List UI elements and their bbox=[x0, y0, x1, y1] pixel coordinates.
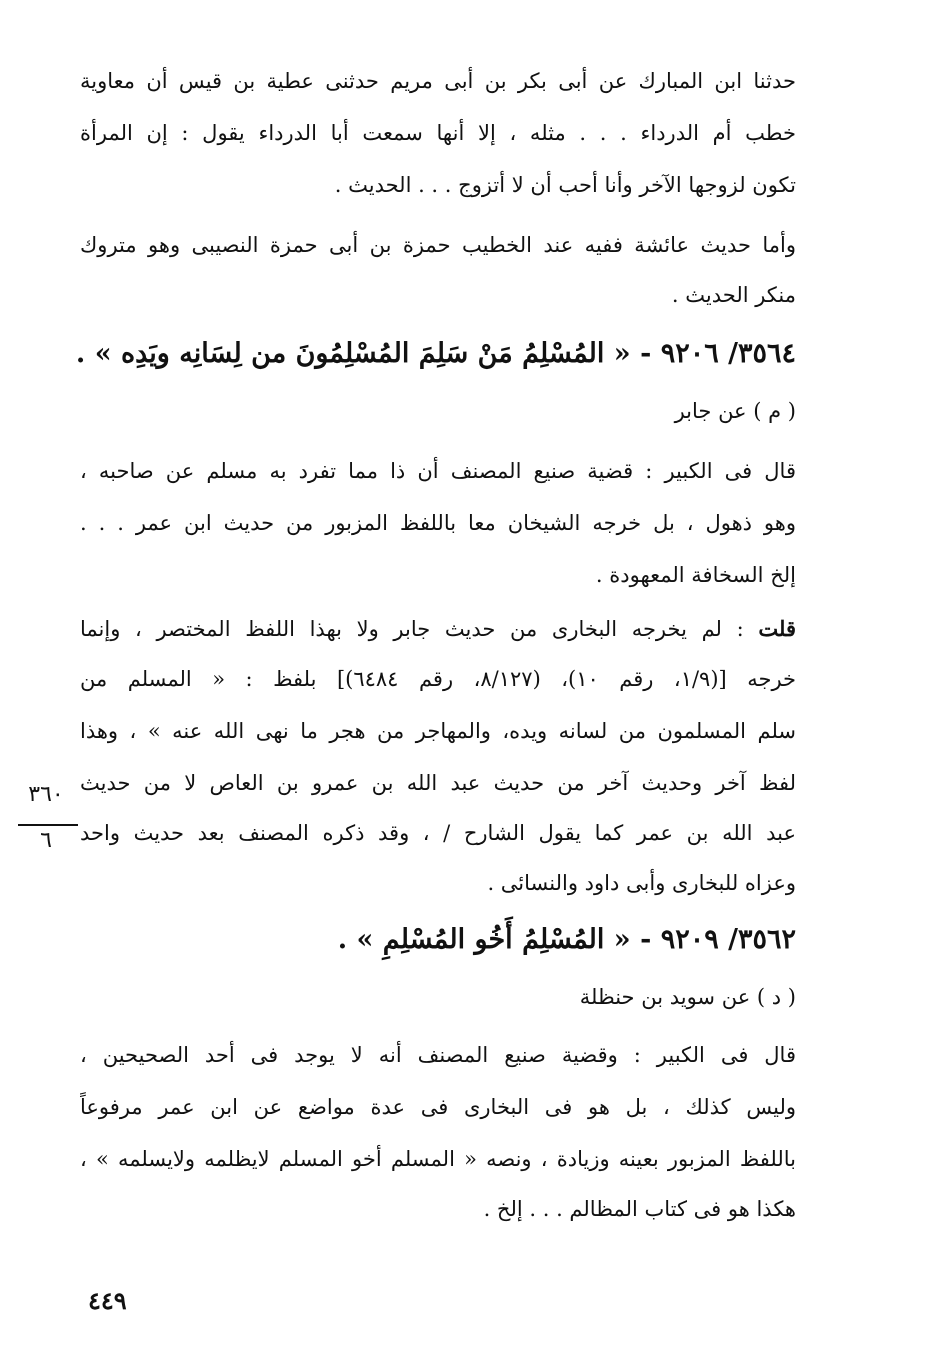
hadith-source: ( د ) عن سويد بن حنظلة bbox=[579, 985, 796, 1009]
text-line: إلخ السخافة المعهودة . bbox=[595, 563, 796, 587]
text-line: باللفظ المزبور بعينه وزيادة ، ونصه « المسلم أخو المسلم لايظلمه ولايسلمه » ، bbox=[80, 1147, 796, 1171]
text-line: قال فى الكبير : قضية صنيع المصنف أن ذا مما تفرد به مسلم عن صاحبه ، bbox=[80, 459, 796, 483]
hadith-source: ( م ) عن جابر bbox=[674, 399, 796, 423]
text-line: تكون لزوجها الآخر وأنا أحب أن لا أتزوج . . . الحديث . bbox=[334, 173, 796, 197]
text-line: حدثنا ابن المبارك عن أبى بكر بن أبى مريم حدثنى عطية بن قيس أن معاوية bbox=[80, 69, 796, 93]
text-line: وأما حديث عائشة ففيه عند الخطيب حمزة بن أبى حمزة النصيبى وهو متروك bbox=[80, 233, 796, 257]
text-line bbox=[80, 614, 796, 644]
text-line: خطب أم الدرداء . . . مثله ، إلا أنها سمعت أبا الدرداء يقول : إن المرأة bbox=[80, 121, 796, 145]
text-line: هكذا هو فى كتاب المظالم . . . إلخ . bbox=[483, 1197, 796, 1221]
text-line: وهو ذهول ، بل خرجه الشيخان معا باللفظ المزبور من حديث ابن عمر . . . bbox=[80, 511, 796, 535]
qult-word: قلت bbox=[758, 616, 796, 641]
text-line: لفظ آخر وحديث آخر من حديث عبد الله بن عمرو بن العاص لا من حديث bbox=[80, 771, 796, 795]
margin-number-top: ٣٦٠ bbox=[28, 782, 64, 807]
text-line: عبد الله بن عمر كما يقول الشارح / ، وقد ذكره المصنف بعد حديث واحد bbox=[80, 821, 796, 845]
text-line: وليس كذلك ، بل هو فى البخارى فى عدة مواضع عن ابن عمر مرفوعاً bbox=[80, 1095, 796, 1119]
text-line: قال فى الكبير : وقضية صنيع المصنف أنه لا يوجد فى أحد الصحيحين ، bbox=[80, 1043, 796, 1067]
page-number: ٤٤٩ bbox=[88, 1286, 127, 1315]
hadith-heading: ٣٥٦٢/ ٩٢٠٩ - « المُسْلِمُ أَخُو المُسْلِمِ » . bbox=[337, 924, 796, 955]
margin-number-bottom: ٦ bbox=[40, 828, 52, 853]
text-line: منكر الحديث . bbox=[671, 283, 796, 307]
text-line: سلم المسلمون من لسانه ويده، والمهاجر من هجر ما نهى الله عنه » ، وهذا bbox=[80, 719, 796, 743]
hadith-heading: ٣٥٦٤/ ٩٢٠٦ - « المُسْلِمُ مَنْ سَلِمَ المُسْلِمُونَ من لِسَانِه ويَدِه » . bbox=[75, 338, 796, 369]
margin-divider bbox=[18, 824, 78, 826]
text-span: : لم يخرجه البخارى من حديث جابر ولا بهذا اللفظ المختصر ، وإنما bbox=[80, 617, 744, 641]
text-line: وعزاه للبخارى وأبى داود والنسائى . bbox=[487, 871, 796, 895]
text-line: خرجه [(١/٩، رقم ١٠)، (٨/١٢٧، رقم ٦٤٨٤)] بلفظ : « المسلم من bbox=[80, 667, 796, 691]
